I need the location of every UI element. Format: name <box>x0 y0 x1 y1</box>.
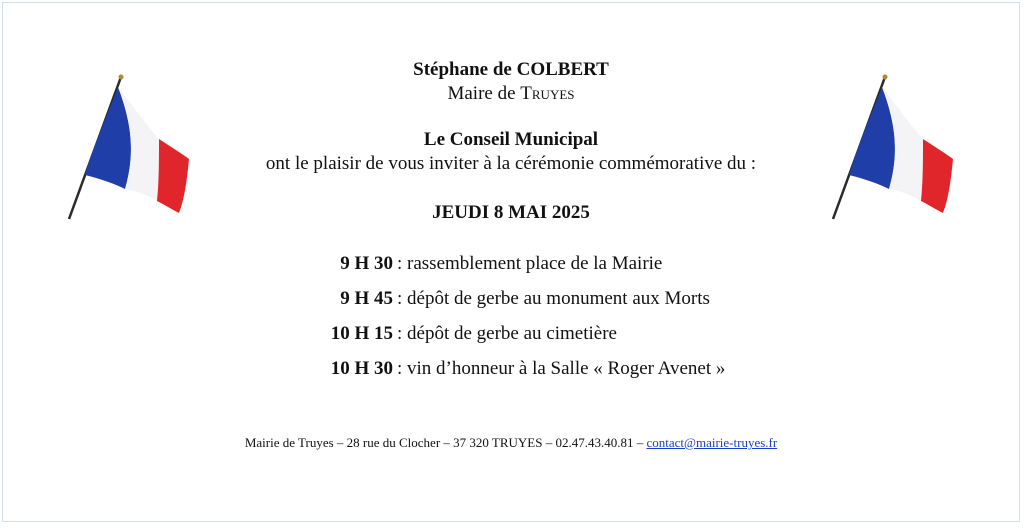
schedule-item <box>3 351 1019 386</box>
contact-email-link[interactable]: contact@mairie-truyes.fr <box>646 435 778 450</box>
schedule-list <box>3 246 1019 386</box>
schedule-desc: : dépôt de gerbe au cimetière <box>397 322 617 344</box>
schedule-time: 9 H 30 <box>340 252 393 274</box>
schedule-time: 10 H 15 <box>330 322 393 344</box>
mayor-title-town: Truyes <box>520 83 575 104</box>
mayor-title <box>3 83 1019 105</box>
invitation-page <box>2 2 1020 522</box>
schedule-time: 9 H 45 <box>340 287 393 309</box>
schedule-time: 10 H 30 <box>330 357 393 379</box>
schedule-item <box>3 316 1019 351</box>
schedule-desc: : vin d’honneur à la Salle « Roger Avenet » <box>397 357 726 379</box>
council-heading: Le Conseil Municipal <box>423 129 599 150</box>
mayor-name: Stéphane de COLBERT <box>413 59 609 80</box>
footer <box>3 435 1019 451</box>
mayor-title-prefix: Maire de <box>447 83 521 104</box>
schedule-item <box>3 281 1019 316</box>
schedule-desc: : rassemblement place de la Mairie <box>397 252 663 274</box>
event-date: JEUDI 8 MAI 2025 <box>432 202 590 223</box>
schedule-desc: : dépôt de gerbe au monument aux Morts <box>397 287 710 309</box>
invitation-text: ont le plaisir de vous inviter à la cérémonie commémorative du : <box>265 153 757 174</box>
footer-address: Mairie de Truyes – 28 rue du Clocher – 37 320 TRUYES – 02.47.43.40.81 – <box>244 435 647 450</box>
schedule-item <box>3 246 1019 281</box>
